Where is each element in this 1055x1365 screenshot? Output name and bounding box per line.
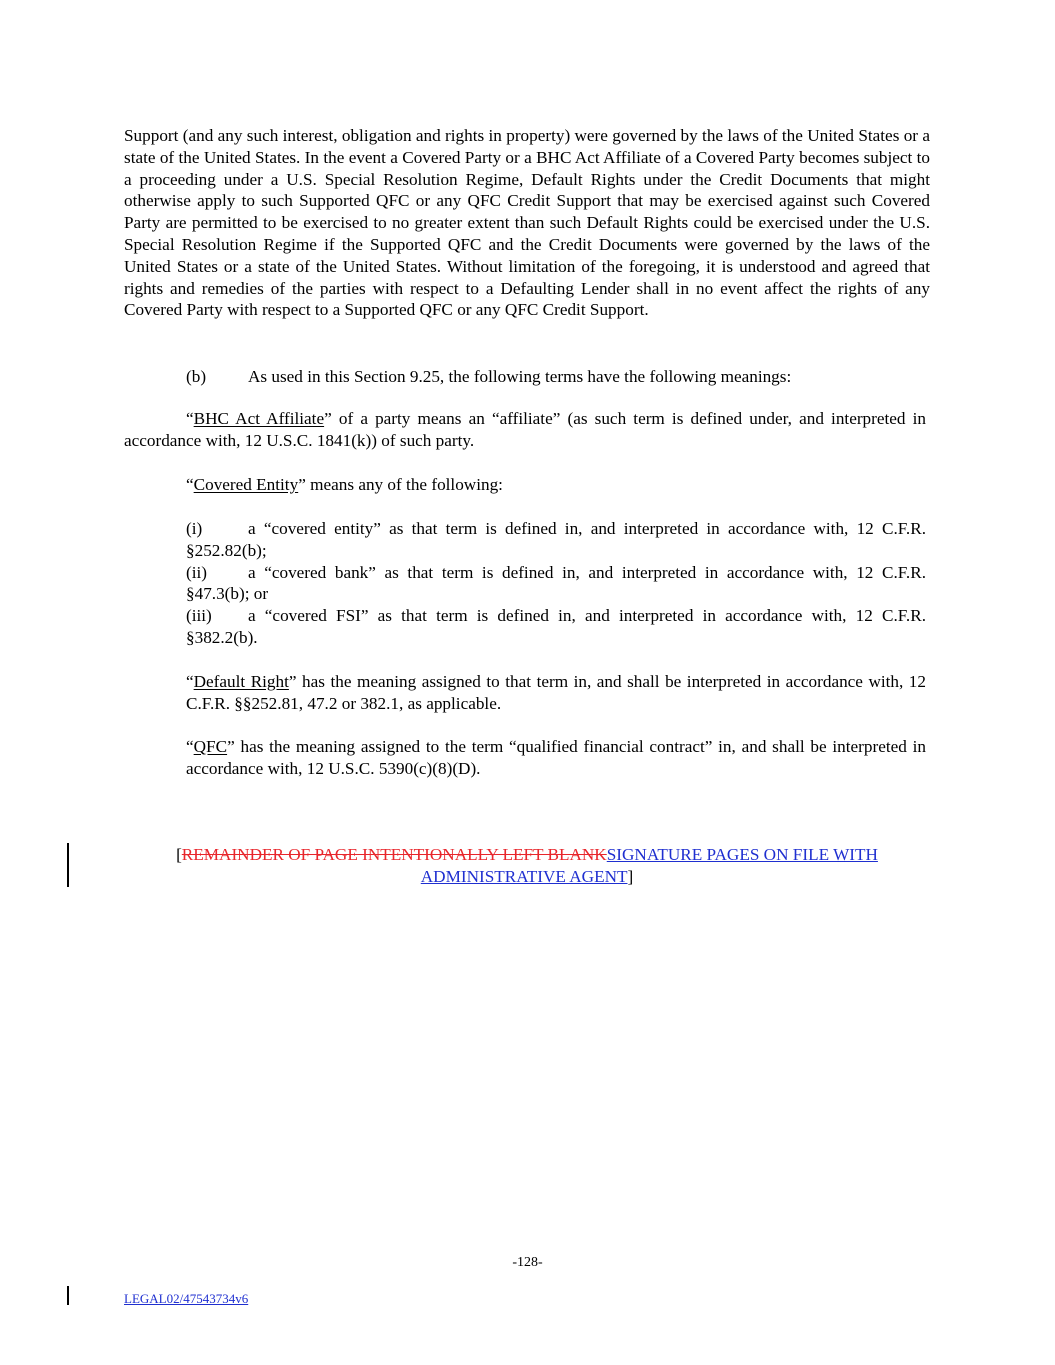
- open-quote: “: [186, 475, 194, 494]
- defined-term-bhc-act-affiliate: BHC Act Affiliate: [193, 409, 325, 428]
- open-quote: “: [186, 737, 194, 756]
- open-quote: “: [186, 672, 194, 691]
- section-continuation-paragraph: Support (and any such interest, obligation and rights in property) were governed by the laws of the United States or a state of the United States. In the event a Covered Party or a BHC Act Affiliate of a Covered Party becomes subject to a proceeding under a U.S. Special Resolution Regime, Default Rights under the Credit Documents that might otherwise apply to such Supported QFC or any QFC Credit Support that may be exercised against such Covered Party are permitted to be exercised to no greater extent than such Default Rights could be exercised under the U.S. Special Resolution Regime if the Supported QFC and the Credit Documents were governed by the laws of the United States or a state of the United States. Without limitation of the foregoing, it is understood and agreed that rights and remedies of the parties with respect to a Defaulting Lender shall in no event affect the rights of any Covered Party with respect to a Supported QFC or any QFC Credit Support.: [124, 126, 930, 320]
- definition-covered-entity: [186, 474, 503, 496]
- defined-term-covered-entity: Covered Entity: [193, 475, 299, 494]
- list-item: [186, 562, 926, 606]
- subsection-b: [186, 366, 791, 388]
- defined-term-default-right: Default Right: [193, 672, 289, 691]
- revision-change-bar: [67, 843, 69, 887]
- defined-term-qfc: QFC: [193, 737, 228, 756]
- definition-bhc-act-affiliate: [124, 408, 926, 452]
- subsection-b-label: (b): [186, 367, 207, 386]
- open-bracket: [: [176, 845, 182, 864]
- definition-text: ” has the meaning assigned to that term in, and shall be interpreted in accordance with, 12 C.F.R. §§252.81, 47.2 or 382.1, as applicable.: [186, 672, 926, 713]
- list-item-text: a “covered FSI” as that term is defined in, and interpreted in accordance with, 12 C.F.R. §382.2(b).: [186, 606, 926, 647]
- list-item-text: a “covered entity” as that term is defined in, and interpreted in accordance with, 12 C.F.R. §252.82(b);: [186, 519, 926, 560]
- inserted-text-line1: SIGNATURE PAGES ON FILE WITH: [606, 845, 878, 864]
- signature-page-notice: [124, 844, 930, 888]
- list-item-number: (i): [186, 519, 203, 538]
- definition-text: ” has the meaning assigned to the term “qualified financial contract” in, and shall be interpreted in accordance with, 12 U.S.C. 5390(c)(8)(D).: [186, 737, 926, 778]
- definition-default-right: [186, 671, 926, 715]
- list-item-number: (ii): [186, 562, 207, 582]
- definition-qfc: [186, 736, 926, 780]
- covered-entity-list: [186, 518, 926, 649]
- list-item: [186, 605, 926, 649]
- deleted-text: REMAINDER OF PAGE INTENTIONALLY LEFT BLANK: [181, 845, 607, 864]
- list-item-text: a “covered bank” as that term is defined in, and interpreted in accordance with, 12 C.F.R. §47.3(b); or: [186, 562, 926, 604]
- revision-change-bar: [67, 1286, 69, 1305]
- subsection-b-text: As used in this Section 9.25, the following terms have the following meanings:: [248, 367, 792, 386]
- inserted-text-line2: ADMINISTRATIVE AGENT: [420, 867, 628, 886]
- document-id: LEGAL02/47543734v6: [124, 1291, 249, 1306]
- close-bracket: ]: [627, 867, 634, 886]
- definition-text: ” of a party means an “affiliate” (as such term is defined under, and interpreted in accordance with, 12 U.S.C. 1841(k)) of such party.: [124, 409, 927, 450]
- page-number: -128-: [512, 1255, 543, 1270]
- list-item: [186, 518, 926, 562]
- open-quote: “: [186, 409, 194, 428]
- list-item-number: (iii): [186, 606, 212, 626]
- definition-text: ” means any of the following:: [298, 475, 503, 494]
